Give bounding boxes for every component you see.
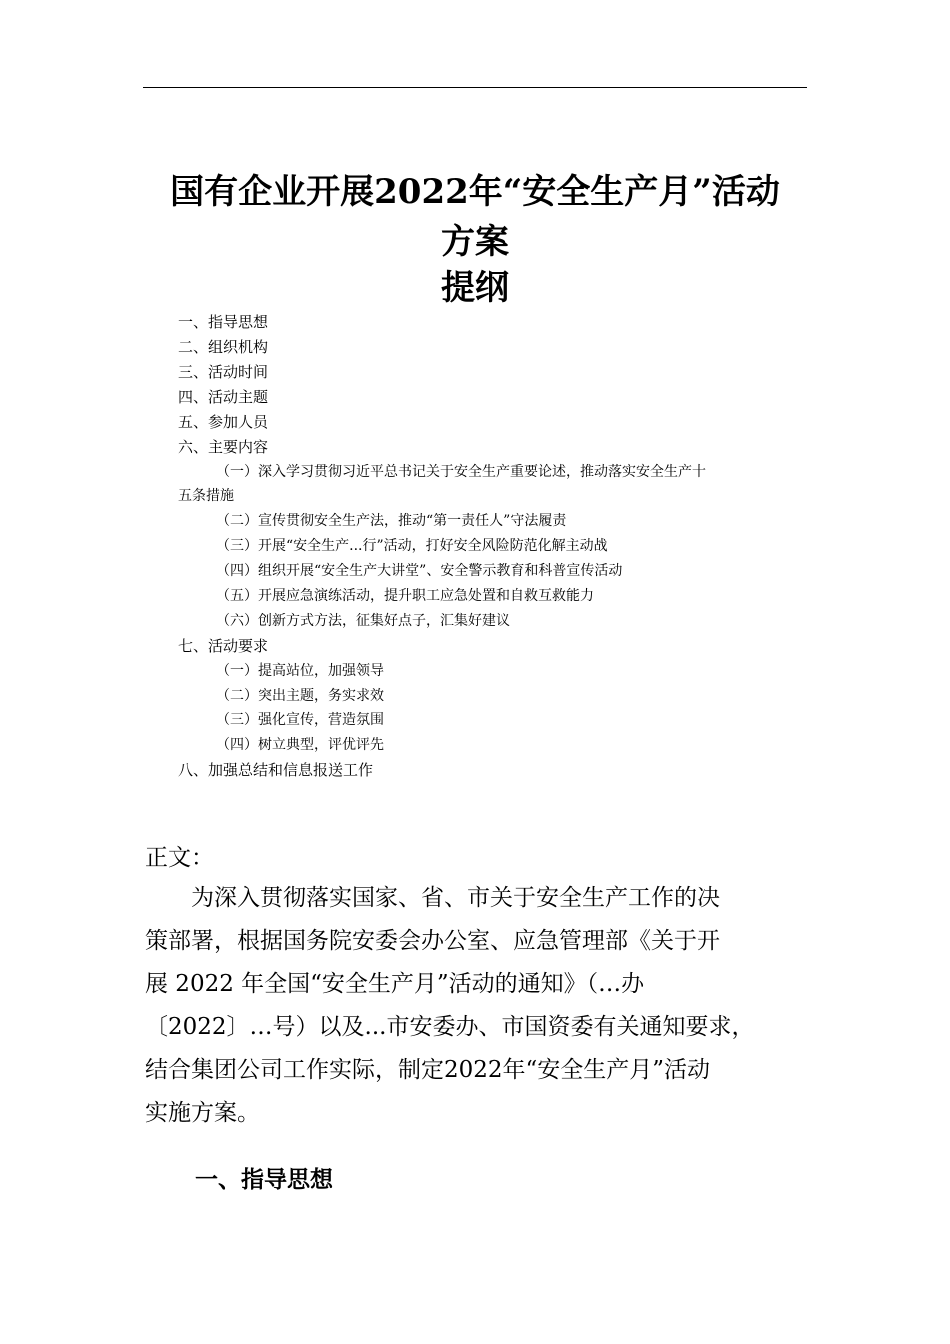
outline-subitem-6-2: （二）宣传贯彻安全生产法，推动“第一责任人”守法履责 [216, 513, 567, 529]
outline-item-2: 二、组织机构 [178, 338, 269, 356]
outline-subitem-6-4: （四）组织开展“安全生产大讲堂”、安全警示教育和科普宣传活动 [216, 563, 623, 579]
outline-item-8: 八、加强总结和信息报送工作 [178, 761, 374, 779]
outline-item-3: 三、活动时间 [178, 363, 269, 381]
outline-item-1: 一、指导思想 [178, 313, 269, 331]
outline-subitem-6-1: （一）深入学习贯彻习近平总书记关于安全生产重要论述，推动落实安全生产十 [216, 464, 706, 480]
outline-item-7: 七、活动要求 [178, 637, 269, 655]
outline-subitem-6-5: （五）开展应急演练活动，提升职工应急处置和自救互救能力 [216, 588, 594, 604]
document-title-line-1: 国有企业开展2022年“安全生产月”活动 [170, 172, 780, 212]
outline-subitem-7-4: （四）树立典型，评优评先 [216, 737, 384, 753]
outline-subitem-7-2: （二）突出主题，务实求效 [216, 688, 384, 704]
body-label: 正文： [145, 845, 214, 871]
outline-item-5: 五、参加人员 [178, 413, 269, 431]
outline-subitem-7-3: （三）强化宣传，营造氛围 [216, 712, 384, 728]
outline-item-4: 四、活动主题 [178, 388, 269, 406]
section-heading-1: 一、指导思想 [195, 1167, 333, 1193]
outline-subitem-6-3: （三）开展“安全生产...行”活动，打好安全风险防范化解主动战 [216, 538, 608, 554]
outline-item-6: 六、主要内容 [178, 438, 269, 456]
body-paragraph-line: 实施方案。 [145, 1100, 260, 1126]
body-paragraph-line: 结合集团公司工作实际，制定2022年“安全生产月”活动 [145, 1057, 711, 1083]
body-paragraph-line: 〔2022〕…号）以及...市安委办、市国资委有关通知要求， [145, 1014, 755, 1040]
document-title-line-2: 方案 [441, 222, 509, 262]
body-paragraph-line: 展 2022 年全国“安全生产月”活动的通知》（…办 [145, 971, 645, 997]
document-subtitle-outline: 提纲 [441, 268, 509, 308]
body-paragraph-line: 为深入贯彻落实国家、省、市关于安全生产工作的决 [145, 885, 720, 911]
outline-subitem-6-1-cont: 五条措施 [178, 488, 234, 504]
outline-subitem-6-6: （六）创新方式方法，征集好点子，汇集好建议 [216, 613, 510, 629]
body-paragraph-line: 策部署，根据国务院安委会办公室、应急管理部《关于开 [145, 928, 720, 954]
header-rule [143, 87, 807, 88]
outline-subitem-7-1: （一）提高站位，加强领导 [216, 663, 384, 679]
